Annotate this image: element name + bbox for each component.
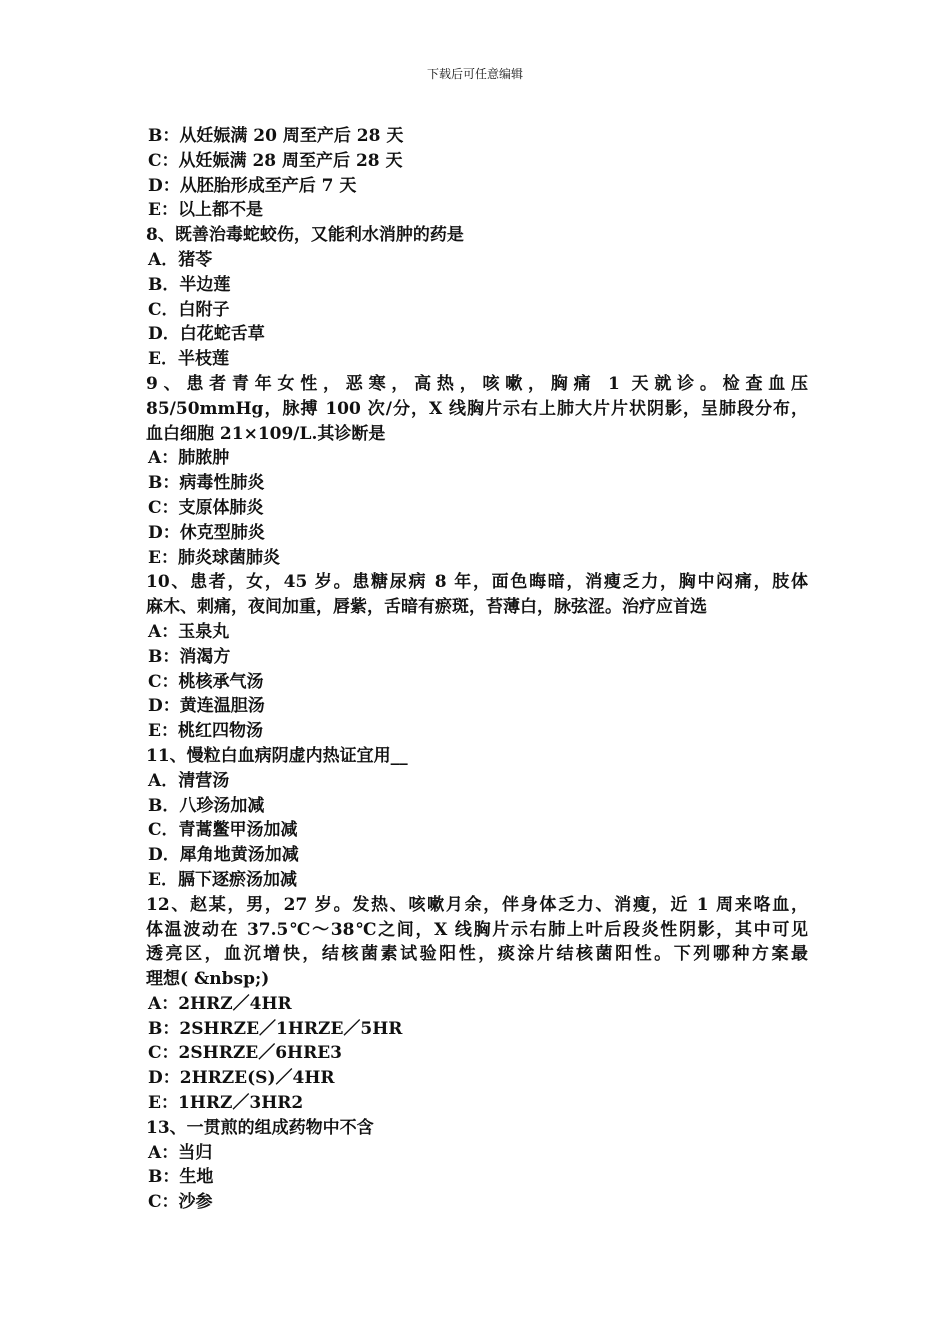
answer-option: A：玉泉丸 (148, 621, 230, 642)
question-line: 理想( &nbsp;) (146, 969, 270, 990)
answer-option: E：肺炎球菌肺炎 (148, 547, 280, 568)
question-text (146, 570, 808, 620)
answer-option: D：休克型肺炎 (148, 522, 265, 543)
answer-option: C：2SHRZE／6HRE3 (148, 1043, 342, 1064)
answer-option: C：支原体肺炎 (148, 497, 264, 518)
answer-option: A．猪苓 (148, 249, 213, 270)
answer-option: B：消渴方 (148, 646, 231, 667)
question-text: 8、既善治毒蛇蛟伤，又能利水消肿的药是 (146, 225, 464, 246)
answer-option: C．青蒿鳖甲汤加减 (148, 820, 298, 841)
answer-option: B：从妊娠满 20 周至产后 28 天 (148, 126, 404, 146)
answer-option: E：以上都不是 (148, 200, 263, 221)
answer-option: B．八珍汤加减 (148, 795, 265, 816)
answer-option: A：肺脓肿 (148, 448, 230, 469)
question-line: 85/50mmHg，脉搏 100 次/分，X 线胸片示右上肺大片片状阴影，呈肺段分布， (146, 398, 808, 419)
answer-option: D．犀角地黄汤加减 (148, 845, 299, 866)
answer-option: D：从胚胎形成至产后 7 天 (148, 175, 357, 196)
page-header: 下载后可任意编辑 (426, 67, 523, 81)
answer-option: D：2HRZE(S)／4HR (148, 1068, 335, 1089)
question-text: 11、慢粒白血病阴虚内热证宜用__ (146, 745, 408, 766)
answer-option: C：桃核承气汤 (148, 671, 264, 692)
question-text (146, 372, 808, 446)
answer-option: B．半边莲 (148, 274, 231, 295)
question-text (146, 893, 808, 992)
answer-option: D．白花蛇舌草 (148, 324, 265, 345)
answer-option: E：桃红四物汤 (148, 721, 263, 742)
answer-option: B：生地 (148, 1167, 214, 1188)
answer-option: D：黄连温胆汤 (148, 696, 265, 717)
question-line: 体温波动在 37.5℃～38℃之间，X 线胸片示右肺上叶后段炎性阴影，其中可见 (146, 919, 808, 940)
document-body (146, 124, 808, 1215)
answer-option: B：病毒性肺炎 (148, 473, 265, 494)
answer-option: E．半枝莲 (148, 349, 229, 370)
answer-option: A：2HRZ／4HR (148, 993, 292, 1014)
question-line: 9、患者青年女性，恶寒，高热，咳嗽，胸痛 1 天就诊。检查血压 (146, 373, 808, 394)
question-line: 透亮区，血沉增快，结核菌素试验阳性，痰涂片结核菌阳性。下列哪种方案最 (146, 944, 808, 965)
answer-option: A．清营汤 (148, 770, 230, 791)
answer-option: A：当归 (148, 1142, 213, 1163)
answer-option: E．膈下逐瘀汤加减 (148, 869, 297, 890)
answer-option: C：从妊娠满 28 周至产后 28 天 (148, 150, 403, 171)
question-line: 血白细胞 21×109/L.其诊断是 (146, 423, 386, 444)
answer-option: B：2SHRZE／1HRZE／5HR (148, 1018, 403, 1039)
question-line: 10、患者，女，45 岁。患糖尿病 8 年，面色晦暗，消瘦乏力，胸中闷痛，肢体 (146, 572, 808, 593)
question-line: 麻木、刺痛，夜间加重，唇紫，舌暗有瘀斑，苔薄白，脉弦涩。治疗应首选 (146, 597, 707, 618)
answer-option: C．白附子 (148, 299, 230, 320)
question-text: 13、一贯煎的组成药物中不含 (146, 1117, 374, 1138)
question-line: 12、赵某，男，27 岁。发热、咳嗽月余，伴身体乏力、消瘦，近 1 周来咯血， (146, 894, 808, 915)
answer-option: C：沙参 (148, 1192, 213, 1213)
answer-option: E：1HRZ／3HR2 (148, 1093, 304, 1114)
